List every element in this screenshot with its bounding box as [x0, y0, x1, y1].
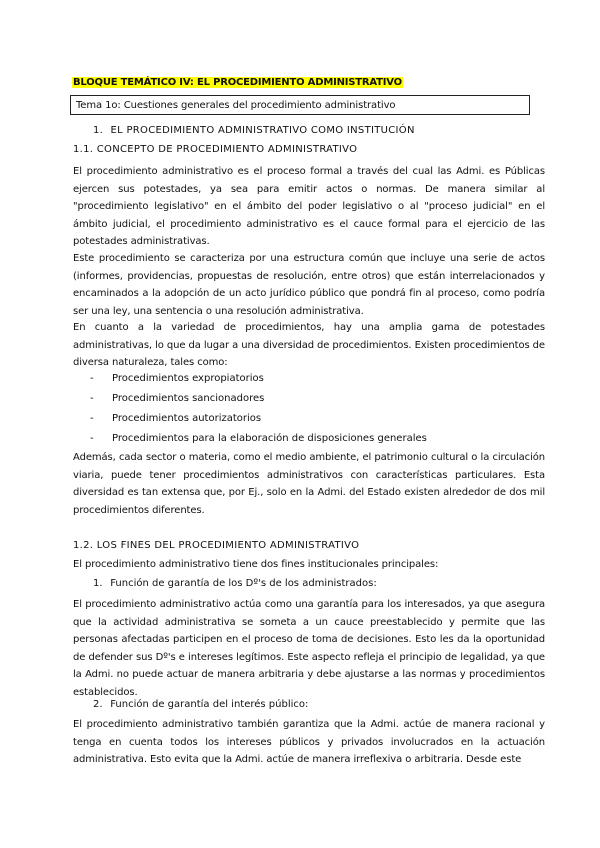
- dash-marker: -: [90, 433, 94, 444]
- dash-marker: -: [90, 373, 94, 384]
- fin-1-title: Función de garantía de los Dº's de los administrados:: [110, 578, 377, 589]
- paragraph-estructura: Este procedimiento se caracteriza por una estructura común que incluye una serie de actos (informes, providencias, propuestas de resolución, entre otros) que están interrelacionados y encaminados a la adopción de un acto jurídico público que pondrá fin al proceso, como podría ser una ley, una sentencia o una resolución administrativa.: [73, 253, 545, 317]
- paragraph-concepto: El procedimiento administrativo es el proceso formal a través del cual las Admi. es Públicas ejercen sus potestades, ya sea para emitir actos o normas. De manera similar al "procedimiento legislativo" en el ámbito del poder legislativo o al "proceso judicial" en el ámbito judicial, el procedimiento administrativo es el cauce formal para el ejercicio de las potestades administrativas.: [73, 166, 545, 247]
- paragraph-garantia-derechos: El procedimiento administrativo actúa como una garantía para los interesados, ya que asegura que la actividad administrativa se someta a un cauce preestablecido y permite que las personas afectadas participen en el proceso de toma de decisiones. Esto les da la oportunidad de defender sus Dº's e intereses legítimos. Este aspecto refleja el principio de legalidad, ya que la Admi. no puede actuar de manera arbitraria y debe ajustarse a las normas y procedimientos establecidos.: [73, 599, 545, 698]
- fin-2-title: Función de garantía del interés público:: [110, 699, 309, 710]
- list-item: - Procedimientos para la elaboración de disposiciones generales: [90, 429, 427, 449]
- paragraph-diversidad: Además, cada sector o materia, como el medio ambiente, el patrimonio cultural o la circulación viaria, puede tener procedimientos administrativos con características particulares. Esta diversidad es tan extensa que, por Ej., solo en la Admi. del Estado existen alrededor de dos mil procedimientos diferentes.: [73, 452, 545, 516]
- dash-marker: -: [90, 393, 94, 404]
- section-1-2-heading: 1.2. LOS FINES DEL PROCEDIMIENTO ADMINISTRATIVO: [73, 540, 360, 551]
- section-1-heading: [93, 125, 415, 136]
- paragraph-fines-intro: El procedimiento administrativo tiene dos fines institucionales principales:: [73, 559, 439, 570]
- fin-1-heading: [93, 578, 377, 589]
- list-item: - Procedimientos sancionadores: [90, 389, 427, 409]
- section-1-title: EL PROCEDIMIENTO ADMINISTRATIVO COMO INSTITUCIÓN: [110, 125, 415, 136]
- fin-1-number: 1.: [93, 578, 103, 589]
- dash-marker: -: [90, 413, 94, 424]
- paragraph-interes-publico: El procedimiento administrativo también garantiza que la Admi. actúe de manera racional y tenga en cuenta todos los intereses públicos y privados involucrados en la actuación administrativa. Esto evita que la Admi. actúe de manera irreflexiva o arbitraria. Desde este: [73, 719, 545, 765]
- fin-2-number: 2.: [93, 699, 103, 710]
- paragraph-variedad: En cuanto a la variedad de procedimientos, hay una amplia gama de potestades administrativas, lo que da lugar a una diversidad de procedimientos. Existen procedimientos de diversa naturaleza, tales como:: [73, 322, 545, 368]
- tema-title-box: Tema 1o: Cuestiones generales del procedimiento administrativo: [70, 95, 530, 115]
- fin-2-heading: [93, 699, 308, 710]
- bloque-title: BLOQUE TEMÁTICO IV: EL PROCEDIMIENTO ADMINISTRATIVO: [73, 77, 402, 88]
- section-1-number: 1.: [93, 125, 104, 136]
- procedures-list: [90, 369, 427, 449]
- list-item: - Procedimientos expropiatorios: [90, 369, 427, 389]
- section-1-1-heading: 1.1. CONCEPTO DE PROCEDIMIENTO ADMINISTRATIVO: [73, 144, 358, 155]
- list-item: - Procedimientos autorizatorios: [90, 409, 427, 429]
